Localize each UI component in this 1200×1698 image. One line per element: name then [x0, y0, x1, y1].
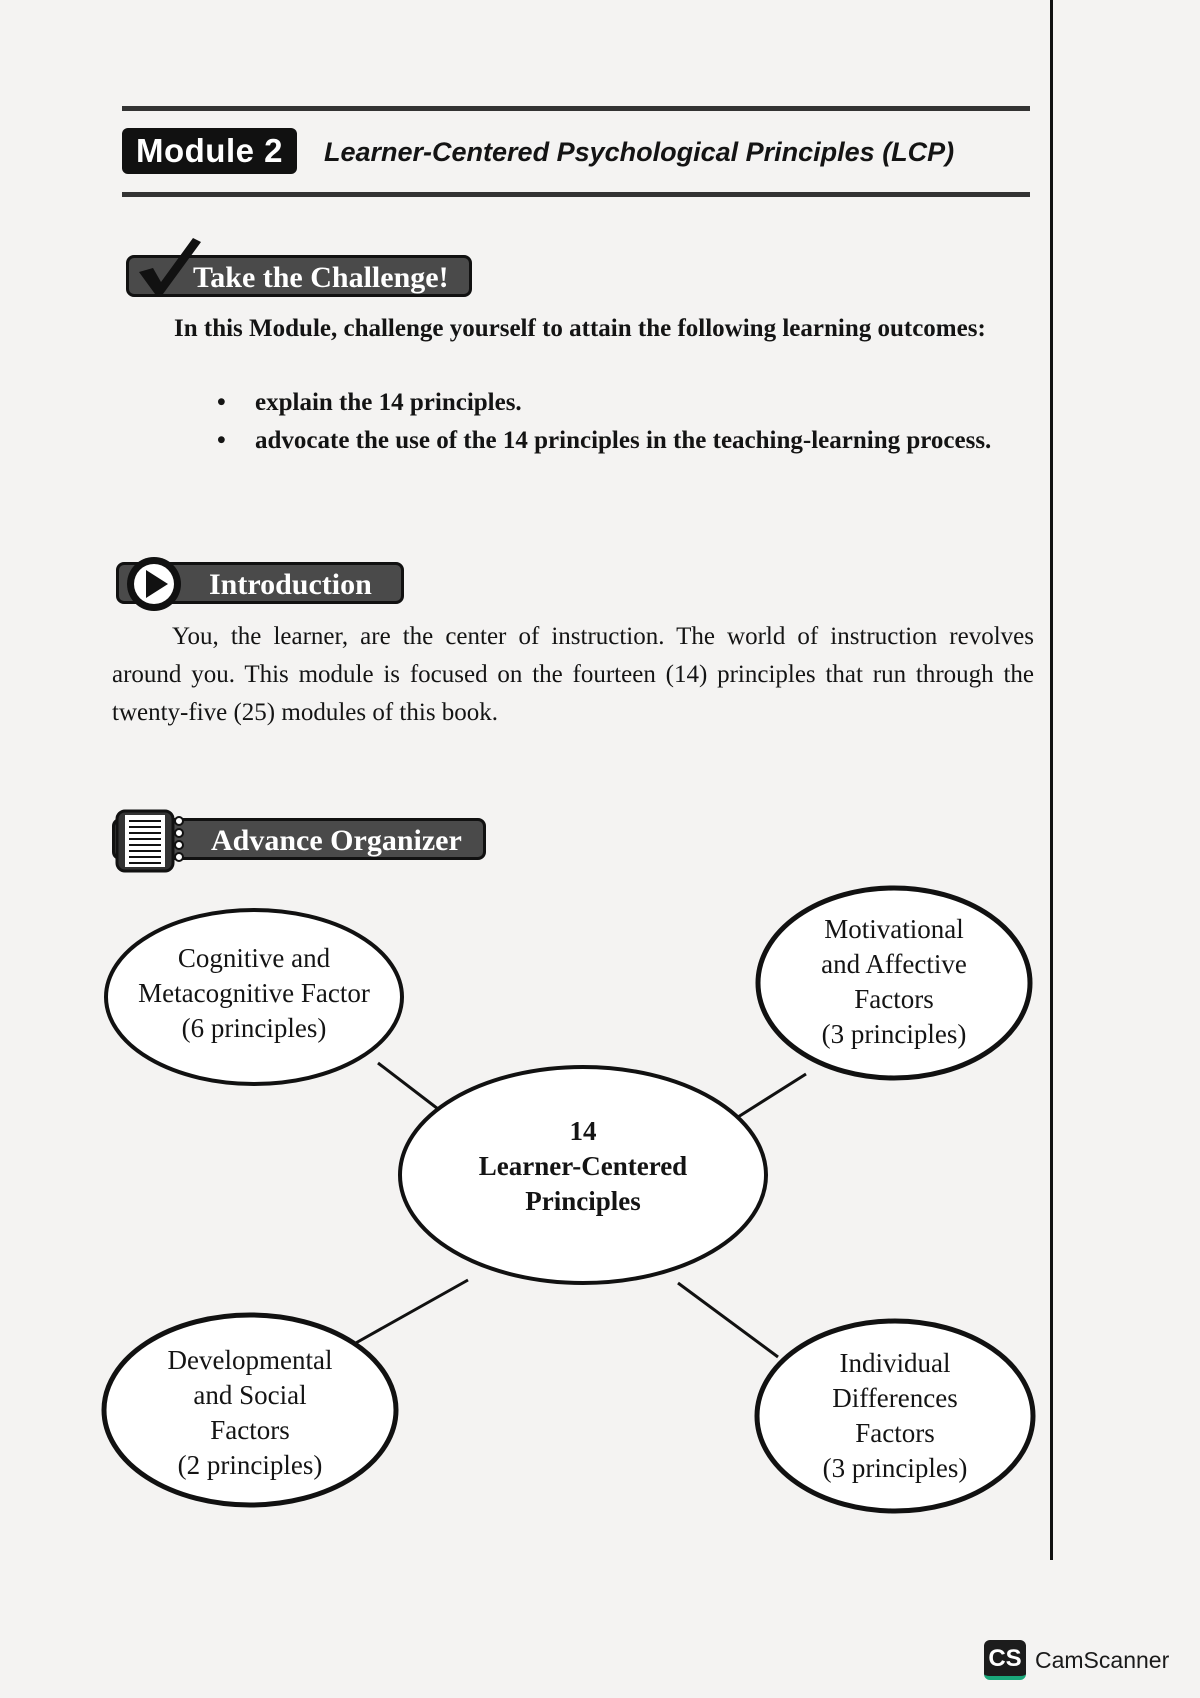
motivational-node-line: (3 principles)	[821, 1019, 967, 1049]
organizer-heading: Advance Organizer	[211, 824, 462, 857]
connector-developmental	[354, 1280, 468, 1344]
individual-node-line: Factors	[855, 1418, 935, 1448]
developmental-node-label	[136, 1343, 364, 1483]
outcome-item: • advocate the use of the 14 principles in the teaching-learning process.	[222, 422, 1034, 460]
camscanner-logo: CS	[984, 1640, 1026, 1680]
motivational-node-label	[778, 912, 1010, 1052]
module-title: Learner-Centered Psychological Principles (LCP)	[324, 137, 955, 167]
connector-cognitive	[378, 1063, 442, 1112]
individual-node-line: Differences	[832, 1383, 958, 1413]
motivational-node-line: and Affective	[821, 949, 967, 979]
cognitive-node-line: Metacognitive Factor	[138, 978, 370, 1008]
camscanner-name: CamScanner	[1035, 1647, 1170, 1673]
challenge-intro: In this Module, challenge yourself to attain the following learning outcomes:	[174, 315, 986, 342]
center-node-line: Learner-Centered	[478, 1151, 688, 1181]
module-label: Module 2	[122, 128, 297, 174]
outcome-item: • explain the 14 principles.	[222, 384, 1034, 422]
introduction-text: You, the learner, are the center of instruction. The world of instruction revolves around you. This module is focused on the fourteen (14) principles that run through the twenty-five (25) modules of this book.	[112, 623, 1034, 726]
individual-node-line: (3 principles)	[822, 1453, 968, 1483]
individual-node-line: Individual	[839, 1348, 951, 1378]
cognitive-node-line: (6 principles)	[181, 1013, 327, 1043]
motivational-node-line: Factors	[854, 984, 934, 1014]
developmental-node-line: Factors	[210, 1415, 290, 1445]
center-node-label	[431, 1114, 735, 1219]
challenge-heading: Take the Challenge!	[193, 261, 449, 294]
motivational-node-line: Motivational	[824, 914, 964, 944]
center-node-line: 14	[569, 1116, 597, 1146]
introduction-heading: Introduction	[209, 568, 372, 601]
cognitive-node-line: Cognitive and	[177, 943, 331, 973]
developmental-node-line: Developmental	[167, 1345, 333, 1375]
individual-node-label	[780, 1346, 1010, 1486]
center-node-line: Principles	[525, 1186, 641, 1216]
connector-individual	[678, 1283, 778, 1357]
connector-motivational	[738, 1074, 806, 1117]
developmental-node-line: (2 principles)	[177, 1450, 323, 1480]
cognitive-node-label	[108, 941, 400, 1046]
developmental-node-line: and Social	[193, 1380, 307, 1410]
